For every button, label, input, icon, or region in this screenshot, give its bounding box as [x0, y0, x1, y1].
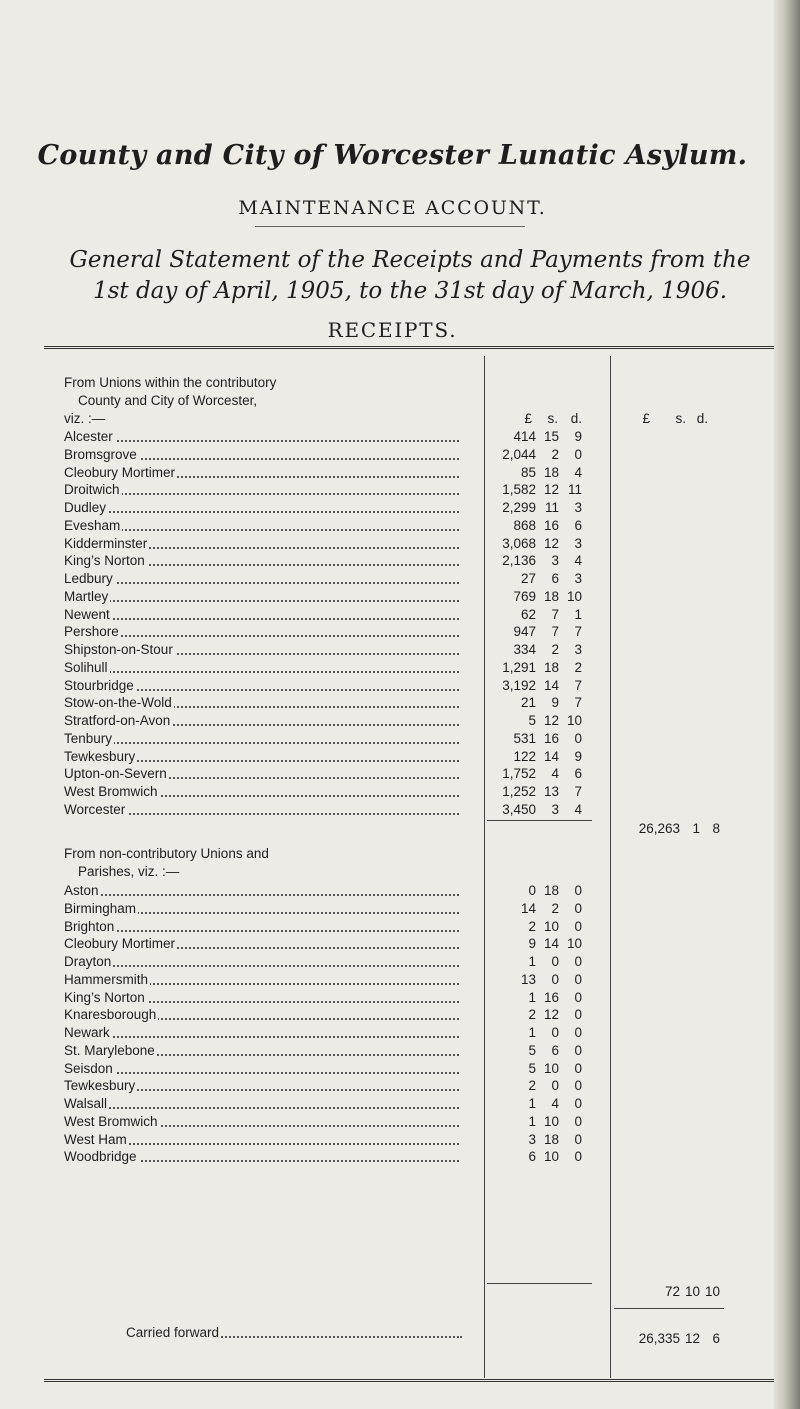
list-item-name — [64, 660, 459, 676]
amount-pence: 0 — [574, 918, 582, 934]
amount-pence: 0 — [574, 1007, 582, 1023]
amount-pounds: 14 — [520, 900, 536, 916]
union-name: Shipston-on-Stour — [64, 642, 173, 657]
union-name: King’s Norton — [64, 989, 145, 1005]
amount-pence: 10 — [566, 713, 582, 728]
amount-pounds: 5 — [528, 1060, 536, 1076]
amount-shillings: 2 — [551, 900, 559, 916]
list-item-name — [64, 1114, 459, 1130]
list-item-name — [64, 518, 459, 534]
amount-pence: 0 — [574, 1025, 582, 1040]
amount-shillings: 0 — [551, 1025, 559, 1040]
contributory-total-pence: 8 — [712, 821, 720, 836]
union-name: Droitwich — [64, 482, 120, 498]
leader-dots — [64, 511, 459, 513]
union-name: Hammersmith — [64, 971, 149, 987]
leader-dots — [64, 529, 459, 531]
shillings-header-col2: s. — [675, 411, 686, 426]
carried-forward-shillings: 12 — [684, 1331, 700, 1346]
list-item-name — [64, 972, 459, 988]
amount-pence: 0 — [574, 730, 582, 746]
union-name: Walsall — [64, 1096, 108, 1111]
amount-pounds: 334 — [513, 642, 536, 657]
union-name: Birmingham — [64, 900, 137, 916]
leader-dots — [64, 582, 459, 584]
carried-forward-label: Carried forward — [126, 1325, 220, 1340]
amount-shillings: 0 — [551, 971, 559, 987]
amount-pence: 7 — [574, 695, 582, 711]
list-item-name — [64, 607, 459, 623]
shillings-header-col1: s. — [547, 411, 558, 426]
leader-dots — [64, 930, 459, 932]
amount-shillings: 11 — [544, 500, 559, 515]
list-item-name — [64, 1061, 459, 1077]
amount-pence: 0 — [574, 1149, 582, 1165]
noncontributory-heading-line-1: From non-contributory Unions and — [64, 846, 269, 861]
union-name: Bromsgrove — [64, 446, 137, 462]
amount-pence: 4 — [574, 801, 582, 817]
list-item-name — [64, 1043, 459, 1059]
amount-pence: 0 — [574, 1113, 582, 1129]
document-title: County and City of Worcester Lunatic Asylum. — [37, 140, 748, 171]
noncontributory-total-pence: 10 — [704, 1284, 720, 1299]
amount-shillings: 3 — [551, 553, 559, 569]
amount-pence: 10 — [566, 936, 582, 952]
list-item-name — [64, 624, 459, 640]
amount-shillings: 10 — [543, 1149, 559, 1165]
amount-pence: 3 — [574, 571, 582, 586]
amount-pounds: 1,291 — [502, 659, 536, 675]
leader-dots — [64, 440, 459, 442]
amount-pounds: 1 — [528, 1113, 536, 1129]
amount-pence: 4 — [574, 553, 582, 569]
amount-shillings: 7 — [551, 606, 559, 622]
leader-dots — [64, 600, 459, 602]
union-name: Kidderminster — [64, 535, 148, 551]
account-subtitle: MAINTENANCE ACCOUNT. — [238, 197, 547, 219]
amount-pence: 0 — [574, 1131, 582, 1147]
amount-pounds: 3,192 — [502, 677, 536, 693]
list-item-name — [64, 766, 459, 782]
amount-pence: 0 — [574, 954, 582, 969]
list-item-name — [64, 465, 459, 481]
leader-dots — [64, 671, 459, 673]
pence-header-col1: d. — [570, 411, 582, 426]
list-item-name — [64, 784, 459, 800]
amount-pence: 7 — [574, 784, 582, 799]
amount-pence: 3 — [574, 500, 582, 515]
amount-shillings: 18 — [543, 464, 559, 480]
amount-shillings: 6 — [551, 571, 559, 586]
list-item-name — [64, 802, 459, 818]
union-name: Dudley — [64, 500, 107, 515]
amount-shillings: 2 — [551, 642, 559, 657]
pounds-header-col1: £ — [524, 411, 532, 426]
amount-shillings: 12 — [543, 482, 559, 498]
amount-pounds: 9 — [528, 936, 536, 952]
amount-pounds: 13 — [520, 971, 536, 987]
pence-header-col2: d. — [696, 411, 708, 426]
union-name: Worcester — [64, 801, 126, 817]
amount-pounds: 769 — [513, 588, 536, 604]
contributory-heading-line-3: viz. :— — [64, 411, 106, 426]
carried-forward-pence: 6 — [712, 1331, 720, 1346]
list-item-name — [64, 1078, 459, 1094]
statement-line-2: 1st day of April, 1905, to the 31st day of March, 1906. — [92, 278, 728, 304]
amount-pence: 0 — [574, 989, 582, 1005]
list-item-name — [64, 695, 459, 711]
list-item-name — [64, 954, 459, 970]
amount-pounds: 531 — [513, 730, 536, 746]
union-name: West Bromwich — [64, 784, 158, 799]
list-item-name — [64, 589, 459, 605]
list-item-name — [64, 678, 459, 694]
union-name: Cleobury Mortimer — [64, 464, 176, 480]
amount-pounds: 414 — [513, 429, 536, 444]
column-divider-1 — [484, 356, 485, 1378]
amount-shillings: 18 — [543, 659, 559, 675]
amount-shillings: 10 — [543, 1113, 559, 1129]
union-name: Ledbury — [64, 571, 113, 586]
union-name: West Ham — [64, 1131, 127, 1147]
amount-pence: 1 — [574, 606, 582, 622]
leader-dots — [64, 742, 459, 744]
noncontributory-total-pounds: 72 — [664, 1284, 680, 1299]
amount-shillings: 16 — [543, 989, 559, 1005]
amount-pence: 6 — [574, 517, 582, 533]
amount-pence: 0 — [574, 900, 582, 916]
amount-pounds: 2,299 — [502, 500, 536, 515]
amount-pounds: 2 — [528, 1078, 536, 1094]
carried-forward-pounds: 26,335 — [638, 1331, 680, 1346]
union-name: Pershore — [64, 624, 119, 640]
amount-pence: 0 — [574, 971, 582, 987]
amount-shillings: 18 — [543, 588, 559, 604]
amount-pounds: 27 — [520, 571, 536, 586]
union-name: Tenbury — [64, 730, 113, 746]
contributory-total-pounds: 26,263 — [638, 821, 680, 836]
list-item-name — [64, 901, 459, 917]
list-item-name — [64, 1132, 459, 1148]
list-item-name — [64, 731, 459, 747]
list-item-name — [64, 642, 459, 658]
list-item-name — [64, 447, 459, 463]
amount-pounds: 1,252 — [502, 784, 536, 799]
statement-heading — [40, 245, 780, 307]
union-name: Tewkesbury — [64, 1078, 136, 1094]
amount-pence: 10 — [566, 588, 582, 604]
list-item-name — [64, 1149, 459, 1165]
leader-dots — [64, 1107, 459, 1109]
union-name: Newark — [64, 1025, 110, 1040]
union-name: Upton-on-Severn — [64, 766, 167, 782]
amount-pence: 11 — [567, 482, 582, 498]
amount-pence: 9 — [574, 429, 582, 444]
amount-shillings: 12 — [543, 535, 559, 551]
union-name: St. Marylebone — [64, 1042, 155, 1058]
list-item-name — [64, 1096, 459, 1112]
union-name: Aston — [64, 883, 99, 898]
amount-shillings: 3 — [551, 801, 559, 817]
amount-pence: 0 — [574, 1060, 582, 1076]
amount-pounds: 1 — [528, 1025, 536, 1040]
list-item-name — [64, 883, 459, 899]
amount-shillings: 10 — [543, 918, 559, 934]
amount-shillings: 4 — [551, 766, 559, 782]
union-name: Evesham — [64, 517, 121, 533]
leader-dots — [64, 894, 459, 896]
column-divider-2 — [610, 356, 611, 1378]
amount-pence: 3 — [574, 535, 582, 551]
leader-dots — [64, 493, 459, 495]
amount-shillings: 0 — [551, 1078, 559, 1094]
pounds-header-col2: £ — [642, 411, 650, 426]
amount-shillings: 7 — [551, 624, 559, 640]
amount-pence: 9 — [574, 748, 582, 764]
noncontributory-subtotal-rule — [487, 1283, 592, 1284]
amount-shillings: 4 — [551, 1096, 559, 1111]
amount-shillings: 14 — [543, 936, 559, 952]
amount-pounds: 947 — [513, 624, 536, 640]
amount-pounds: 2 — [528, 918, 536, 934]
contributory-subtotal-rule — [487, 820, 592, 821]
union-name: King’s Norton — [64, 553, 145, 569]
amount-shillings: 0 — [551, 954, 559, 969]
amount-pence: 2 — [574, 659, 582, 675]
amount-shillings: 9 — [551, 695, 559, 711]
union-name: Drayton — [64, 954, 112, 969]
list-item-name — [64, 990, 459, 1006]
union-name: Alcester — [64, 429, 113, 444]
amount-shillings: 12 — [543, 1007, 559, 1023]
leader-dots — [64, 618, 459, 620]
noncontributory-total-shillings: 10 — [684, 1284, 700, 1299]
statement-line-1: General Statement of the Receipts and Payments from the — [69, 247, 751, 273]
contributory-total-shillings: 1 — [692, 821, 700, 836]
amount-pounds: 3 — [528, 1131, 536, 1147]
list-item-name — [64, 713, 459, 729]
amount-pounds: 122 — [513, 748, 536, 764]
amount-shillings: 2 — [551, 446, 559, 462]
amount-pounds: 0 — [528, 883, 536, 898]
list-item-name — [64, 571, 459, 587]
amount-shillings: 18 — [543, 1131, 559, 1147]
amount-pence: 7 — [574, 677, 582, 693]
amount-pounds: 1 — [528, 989, 536, 1005]
amount-shillings: 14 — [543, 677, 559, 693]
list-item-name — [64, 936, 459, 952]
amount-pence: 7 — [574, 624, 582, 640]
union-name: Martley — [64, 588, 109, 604]
carried-forward-row — [126, 1325, 462, 1341]
amount-shillings: 12 — [543, 713, 559, 728]
amount-pounds: 6 — [528, 1149, 536, 1165]
list-item-name — [64, 429, 459, 445]
amount-pounds: 1 — [528, 1096, 536, 1111]
list-item-name — [64, 1007, 459, 1023]
union-name: Tewkesbury — [64, 748, 136, 764]
grand-total-rule — [614, 1308, 724, 1309]
list-item-name — [64, 1025, 459, 1041]
amount-pounds: 62 — [520, 606, 536, 622]
amount-shillings: 13 — [543, 784, 559, 799]
amount-pounds: 1,752 — [502, 766, 536, 782]
receipts-heading: RECEIPTS. — [327, 318, 458, 342]
amount-pounds: 1,582 — [502, 482, 536, 498]
amount-pounds: 1 — [528, 954, 536, 969]
list-item-name — [64, 919, 459, 935]
amount-pence: 6 — [574, 766, 582, 782]
union-name: Brighton — [64, 918, 115, 934]
contributory-heading-line-2: County and City of Worcester, — [78, 393, 258, 408]
amount-pence: 0 — [574, 446, 582, 462]
amount-pounds: 5 — [528, 713, 536, 728]
amount-pounds: 2 — [528, 1007, 536, 1023]
contributory-heading-line-1: From Unions within the contributory — [64, 375, 277, 390]
union-name: West Bromwich — [64, 1113, 158, 1129]
amount-pounds: 5 — [528, 1042, 536, 1058]
union-name: Cleobury Mortimer — [64, 936, 176, 952]
list-item-name — [64, 536, 459, 552]
leader-dots — [64, 1036, 459, 1038]
leader-dots — [64, 965, 459, 967]
amount-shillings: 10 — [543, 1060, 559, 1076]
amount-shillings: 18 — [543, 883, 559, 898]
amount-shillings: 15 — [543, 429, 559, 444]
amount-pounds: 21 — [520, 695, 536, 711]
leader-dots — [64, 1072, 459, 1074]
amount-pounds: 3,068 — [502, 535, 536, 551]
amount-pounds: 85 — [520, 464, 536, 480]
amount-shillings: 14 — [543, 748, 559, 764]
union-name: Woodbridge — [64, 1149, 137, 1165]
amount-pence: 0 — [574, 1078, 582, 1094]
amount-shillings: 16 — [543, 730, 559, 746]
leader-dots — [64, 635, 459, 637]
union-name: Newent — [64, 606, 110, 622]
union-name: Knaresborough — [64, 1007, 157, 1023]
amount-pence: 0 — [574, 1096, 582, 1111]
list-item-name — [64, 749, 459, 765]
union-name: Stow-on-the-Wold — [64, 695, 172, 711]
list-item-name — [64, 553, 459, 569]
union-name: Stourbridge — [64, 677, 134, 693]
amount-shillings: 6 — [551, 1042, 559, 1058]
amount-pence: 0 — [574, 1042, 582, 1058]
amount-pounds: 2,044 — [502, 446, 536, 462]
union-name: Seisdon — [64, 1060, 113, 1076]
amount-pence: 0 — [574, 883, 582, 898]
amount-pounds: 2,136 — [502, 553, 536, 569]
amount-pence: 3 — [574, 642, 582, 657]
list-item-name — [64, 500, 459, 516]
list-item-name — [64, 482, 459, 498]
noncontributory-heading-line-2: Parishes, viz. :— — [78, 864, 180, 879]
amount-pence: 4 — [574, 464, 582, 480]
union-name: Solihull — [64, 659, 108, 675]
union-name: Stratford-on-Avon — [64, 713, 171, 728]
amount-pounds: 3,450 — [502, 801, 536, 817]
subtitle-underline — [255, 226, 525, 227]
amount-shillings: 16 — [543, 517, 559, 533]
amount-pounds: 868 — [513, 517, 536, 533]
